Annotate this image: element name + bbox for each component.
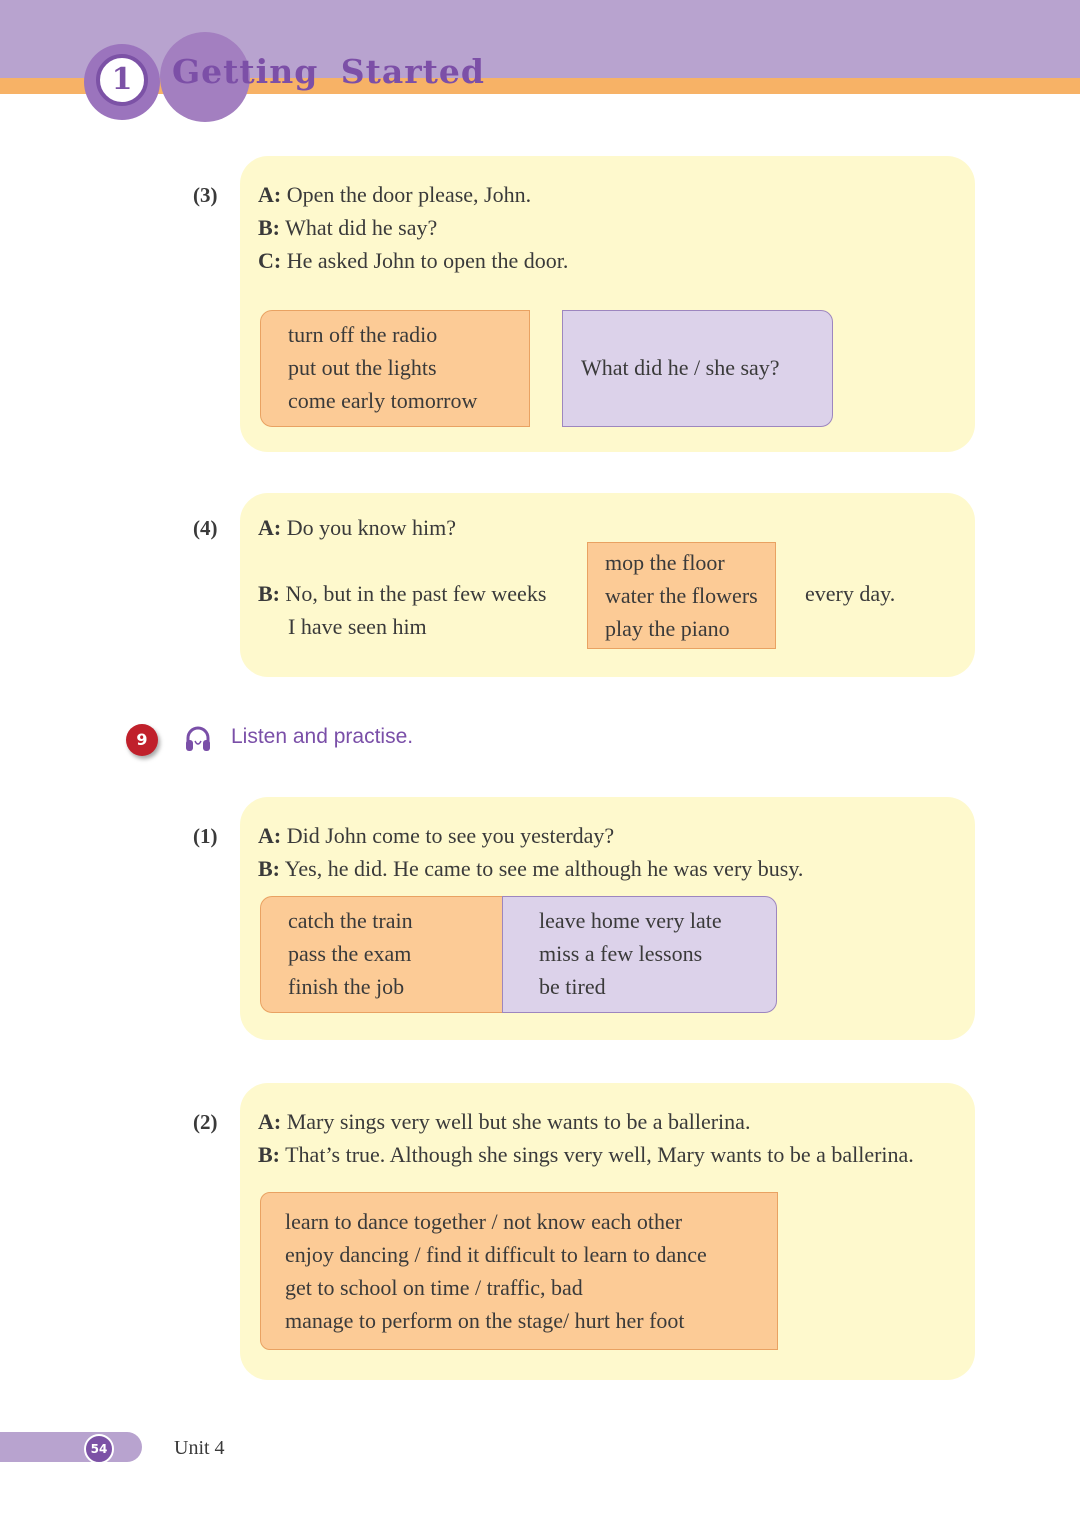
speaker-label: B: bbox=[258, 856, 280, 881]
dialogue-text: He asked John to open the door. bbox=[286, 248, 569, 273]
dialogue-line-c bbox=[258, 248, 568, 274]
footer-bar bbox=[0, 1432, 142, 1462]
substitution-item: catch the train bbox=[288, 908, 413, 933]
question-text: What did he / she say? bbox=[581, 355, 780, 380]
speaker-label: B: bbox=[258, 215, 280, 240]
substitution-item: mop the floor bbox=[605, 550, 725, 575]
substitution-box-left bbox=[260, 896, 503, 1013]
substitution-item: put out the lights bbox=[288, 355, 437, 380]
section-number-badge: 1 bbox=[96, 54, 148, 106]
dialogue-text: What did he say? bbox=[285, 215, 438, 240]
substitution-box bbox=[260, 310, 530, 427]
substitution-item: turn off the radio bbox=[288, 322, 438, 347]
dialogue-line-a bbox=[258, 515, 456, 541]
substitution-item: come early tomorrow bbox=[288, 388, 478, 413]
dialogue-line-b bbox=[258, 215, 437, 241]
substitution-box-right bbox=[502, 896, 777, 1013]
dialogue-line-a bbox=[258, 823, 614, 849]
page-title: Getting Started bbox=[172, 52, 485, 91]
dialogue-text: No, but in the past few weeks bbox=[285, 581, 547, 606]
substitution-item: miss a few lessons bbox=[539, 941, 703, 966]
dialogue-text: Mary sings very well but she wants to be a ballerina. bbox=[286, 1109, 751, 1134]
speaker-label: A: bbox=[258, 1109, 282, 1134]
substitution-item: finish the job bbox=[288, 974, 405, 999]
exercise-number: (2) bbox=[193, 1110, 218, 1134]
substitution-box bbox=[587, 542, 776, 649]
speaker-label: A: bbox=[258, 823, 282, 848]
speaker-label: B: bbox=[258, 581, 280, 606]
speaker-label: A: bbox=[258, 515, 282, 540]
exercise-number: (1) bbox=[193, 824, 218, 848]
substitution-item: enjoy dancing / find it difficult to learn to dance bbox=[285, 1242, 707, 1267]
speaker-label: A: bbox=[258, 182, 282, 207]
question-box bbox=[562, 310, 833, 427]
section-marker-badge: 9 bbox=[126, 724, 158, 756]
substitution-item: pass the exam bbox=[288, 941, 412, 966]
substitution-item: get to school on time / traffic, bad bbox=[285, 1275, 583, 1300]
dialogue-text: That’s true. Although she sings very well, Mary wants to be a ballerina. bbox=[285, 1142, 914, 1167]
headphones-icon[interactable] bbox=[182, 723, 214, 755]
substitution-item: leave home very late bbox=[539, 908, 722, 933]
exercise-number: (3) bbox=[193, 183, 218, 207]
sentence-ending: every day. bbox=[805, 581, 896, 606]
dialogue-text: Yes, he did. He came to see me although he was very busy. bbox=[284, 856, 804, 881]
dialogue-line-b bbox=[258, 1142, 914, 1168]
substitution-item: water the flowers bbox=[605, 583, 758, 608]
dialogue-text: Did John come to see you yesterday? bbox=[286, 823, 615, 848]
speaker-label: C: bbox=[258, 248, 282, 273]
page-number: 54 bbox=[84, 1434, 114, 1464]
substitution-item: play the piano bbox=[605, 616, 730, 641]
substitution-item: manage to perform on the stage/ hurt her foot bbox=[285, 1308, 685, 1333]
dialogue-line-b bbox=[258, 856, 803, 882]
dialogue-text-continued: I have seen him bbox=[288, 614, 427, 639]
speaker-label: B: bbox=[258, 1142, 280, 1167]
substitution-item: be tired bbox=[539, 974, 606, 999]
dialogue-text: Open the door please, John. bbox=[286, 182, 532, 207]
instruction-text: Listen and practise. bbox=[231, 725, 414, 748]
exercise-number: (4) bbox=[193, 516, 218, 540]
unit-label: Unit 4 bbox=[174, 1437, 225, 1459]
dialogue-line-a bbox=[258, 1109, 750, 1135]
substitution-item: learn to dance together / not know each other bbox=[285, 1209, 683, 1234]
dialogue-text: Do you know him? bbox=[286, 515, 456, 540]
dialogue-line-a bbox=[258, 182, 531, 208]
substitution-box bbox=[260, 1192, 778, 1350]
dialogue-line-b bbox=[258, 581, 546, 607]
